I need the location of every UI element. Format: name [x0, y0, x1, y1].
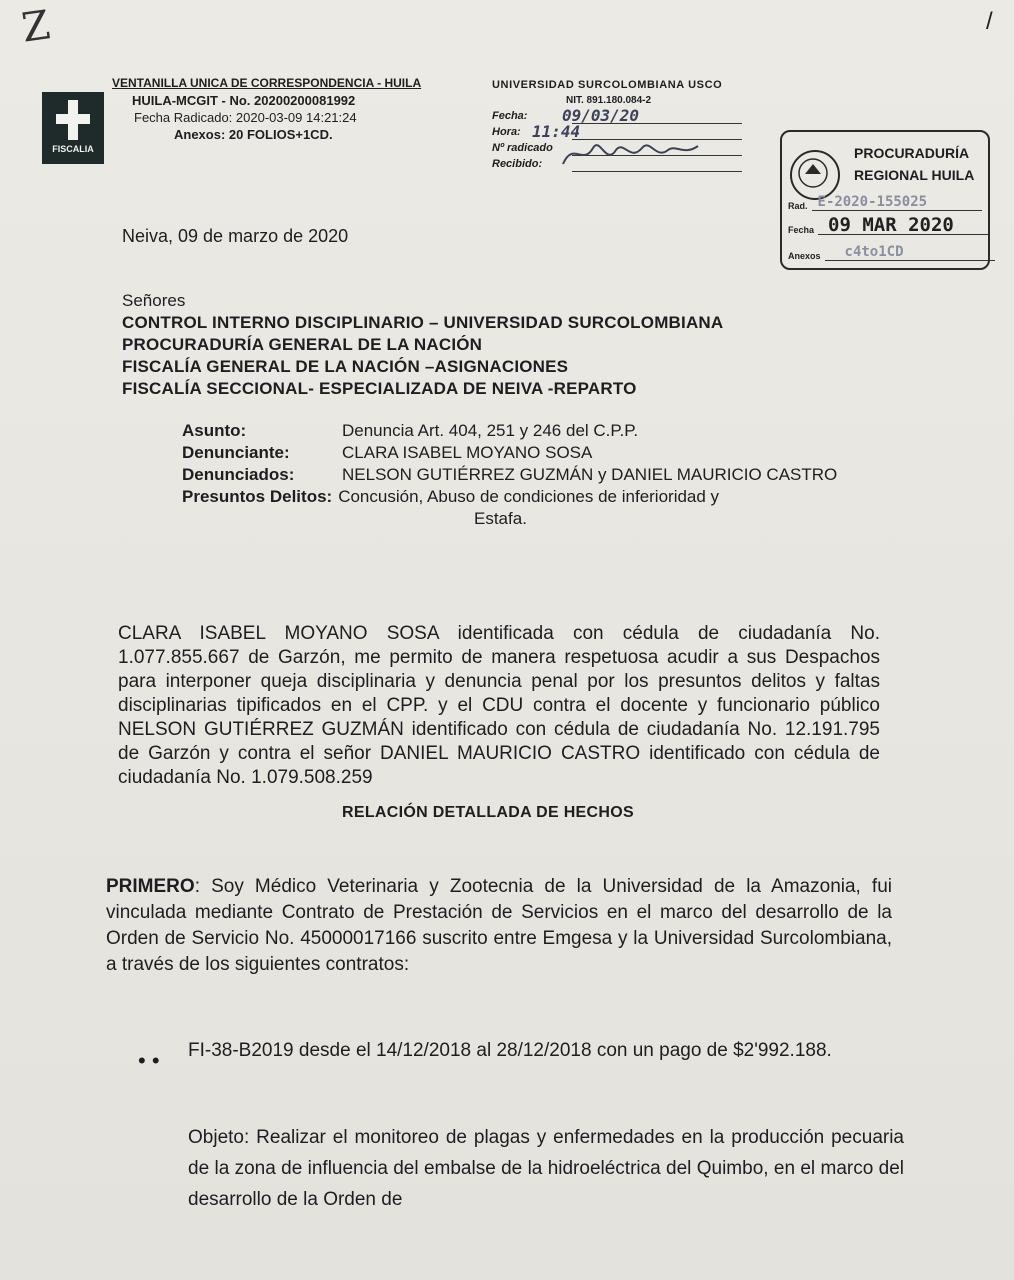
addressee-line: FISCALÍA GENERAL DE LA NACIÓN –ASIGNACIONES: [122, 357, 569, 376]
usco-fecha-value: 09/03/20: [562, 106, 640, 125]
usco-nit: NIT. 891.180.084-2: [566, 95, 652, 106]
procuraduria-anexos-row: [788, 244, 995, 261]
denunciados-value: NELSON GUTIÉRREZ GUZMÁN y DANIEL MAURICIO CASTRO: [342, 465, 838, 484]
bullet-icon: • •: [138, 1048, 160, 1073]
place-date: Neiva, 09 de marzo de 2020: [122, 226, 349, 246]
addressee-line: PROCURADURÍA GENERAL DE LA NACIÓN: [122, 335, 483, 354]
fiscalia-logo: [42, 92, 104, 164]
subject-block: [182, 420, 837, 530]
procuraduria-line1: PROCURADURÍA: [854, 145, 970, 161]
addressee-line: FISCALÍA SECCIONAL- ESPECIALIZADA DE NEIVA -REPARTO: [122, 379, 637, 398]
usco-recibido-label: Recibido:: [492, 158, 543, 170]
asunto-row: [182, 420, 837, 442]
section-heading: RELACIÓN DETALLADA DE HECHOS: [342, 804, 634, 821]
procuraduria-rad-row: [788, 194, 982, 211]
intro-paragraph: CLARA ISABEL MOYANO SOSA identificada con cédula de ciudadanía No. 1.077.855.667 de Garzón, me permito de manera respetuosa acudir a sus Despachos para interponer queja disciplinaria y denuncia penal por los presuntos delitos y faltas disciplinarias tipificados en el CPP. y el CDU contra el docente y funcionario público NELSON GUTIÉRREZ GUZMÁN identificado con cédula de ciudadanía No. 12.191.795 de Garzón y contra el señor DANIEL MAURICIO CASTRO identificado con cédula de ciudadanía No. 1.079.508.259: [118, 623, 880, 788]
asunto-label: Asunto:: [182, 421, 247, 440]
procuraduria-rad-label: Rad.: [788, 201, 808, 211]
corner-tick: /: [986, 8, 993, 35]
procuraduria-fecha-row: [788, 214, 988, 236]
contract-objeto: Objeto: Realizar el monitoreo de plagas y enfermedades en la producción pecuaria de la zona de influencia del embalse de la hidroeléctrica del Quimbo, en el marco del desarrollo de la Orden de: [188, 1127, 904, 1210]
usco-fecha-row: [492, 108, 742, 124]
delitos-value-2: Estafa.: [474, 509, 527, 528]
primero-label: PRIMERO: [106, 876, 195, 897]
contract-item: FI-38-B2019 desde el 14/12/2018 al 28/12/2018 con un pago de $2'992.188.: [188, 1040, 832, 1061]
denunciante-label: Denunciante:: [182, 443, 290, 462]
primero-paragraph: [106, 874, 892, 978]
fiscalia-stamp-line1: VENTANILLA UNICA DE CORRESPONDENCIA - HUILA: [112, 76, 422, 90]
usco-radicado-label: Nº radicado: [492, 142, 553, 154]
delitos-row: [182, 486, 837, 508]
addressee-block: [122, 290, 723, 400]
procuraduria-rad-value: E-2020-155025: [817, 194, 928, 210]
fiscalia-logo-label: FISCALIA: [52, 144, 94, 154]
procuraduria-seal-icon: [790, 150, 840, 200]
procuraduria-fecha-label: Fecha: [788, 225, 815, 235]
procuraduria-line2: REGIONAL HUILA: [854, 167, 975, 183]
fiscalia-stamp: [112, 75, 421, 143]
procuraduria-anexos-value: c4to1CD: [844, 244, 904, 260]
salutation: Señores: [122, 291, 186, 310]
denunciante-row: [182, 442, 837, 464]
denunciante-value: CLARA ISABEL MOYANO SOSA: [342, 443, 593, 462]
fiscalia-cross-icon: [56, 100, 90, 140]
procuraduria-stamp: [780, 130, 990, 270]
usco-hora-label: Hora:: [492, 126, 521, 138]
fiscalia-stamp-line2: HUILA-MCGIT - No. 20200200081992: [132, 93, 356, 108]
corner-scribble: Z: [18, 2, 53, 52]
usco-stamp: [492, 78, 742, 172]
delitos-value-1: Concusión, Abuso de condiciones de inferioridad y: [338, 487, 720, 506]
addressee-line: CONTROL INTERNO DISCIPLINARIO – UNIVERSIDAD SURCOLOMBIANA: [122, 313, 724, 332]
fiscalia-stamp-line3: Fecha Radicado: 2020-03-09 14:21:24: [134, 110, 357, 125]
denunciados-label: Denunciados:: [182, 465, 295, 484]
procuraduria-fecha-value: 09 MAR 2020: [828, 214, 954, 236]
denunciados-row: [182, 464, 837, 486]
procuraduria-title: [854, 142, 974, 186]
signature-scribble-icon: [558, 136, 708, 170]
usco-fecha-label: Fecha:: [492, 110, 528, 122]
delitos-label: Presuntos Delitos:: [182, 487, 333, 506]
fiscalia-stamp-line4: Anexos: 20 FOLIOS+1CD.: [174, 127, 333, 142]
usco-recibido-row: [492, 156, 742, 172]
asunto-value: Denuncia Art. 404, 251 y 246 del C.P.P.: [342, 421, 639, 440]
usco-hora-value: 11:44: [532, 122, 581, 141]
primero-text: : Soy Médico Veterinaria y Zootecnia de la Universidad de la Amazonia, fui vinculada mediante Contrato de Prestación de Servicios en el marco del desarrollo de la Orden de Servicio No. 45000017166 suscrito entre Emgesa y la Universidad Surcolombiana, a través de los siguientes contratos:: [106, 876, 892, 975]
procuraduria-anexos-label: Anexos: [788, 251, 821, 261]
usco-title: UNIVERSIDAD SURCOLOMBIANA USCO: [492, 79, 723, 91]
